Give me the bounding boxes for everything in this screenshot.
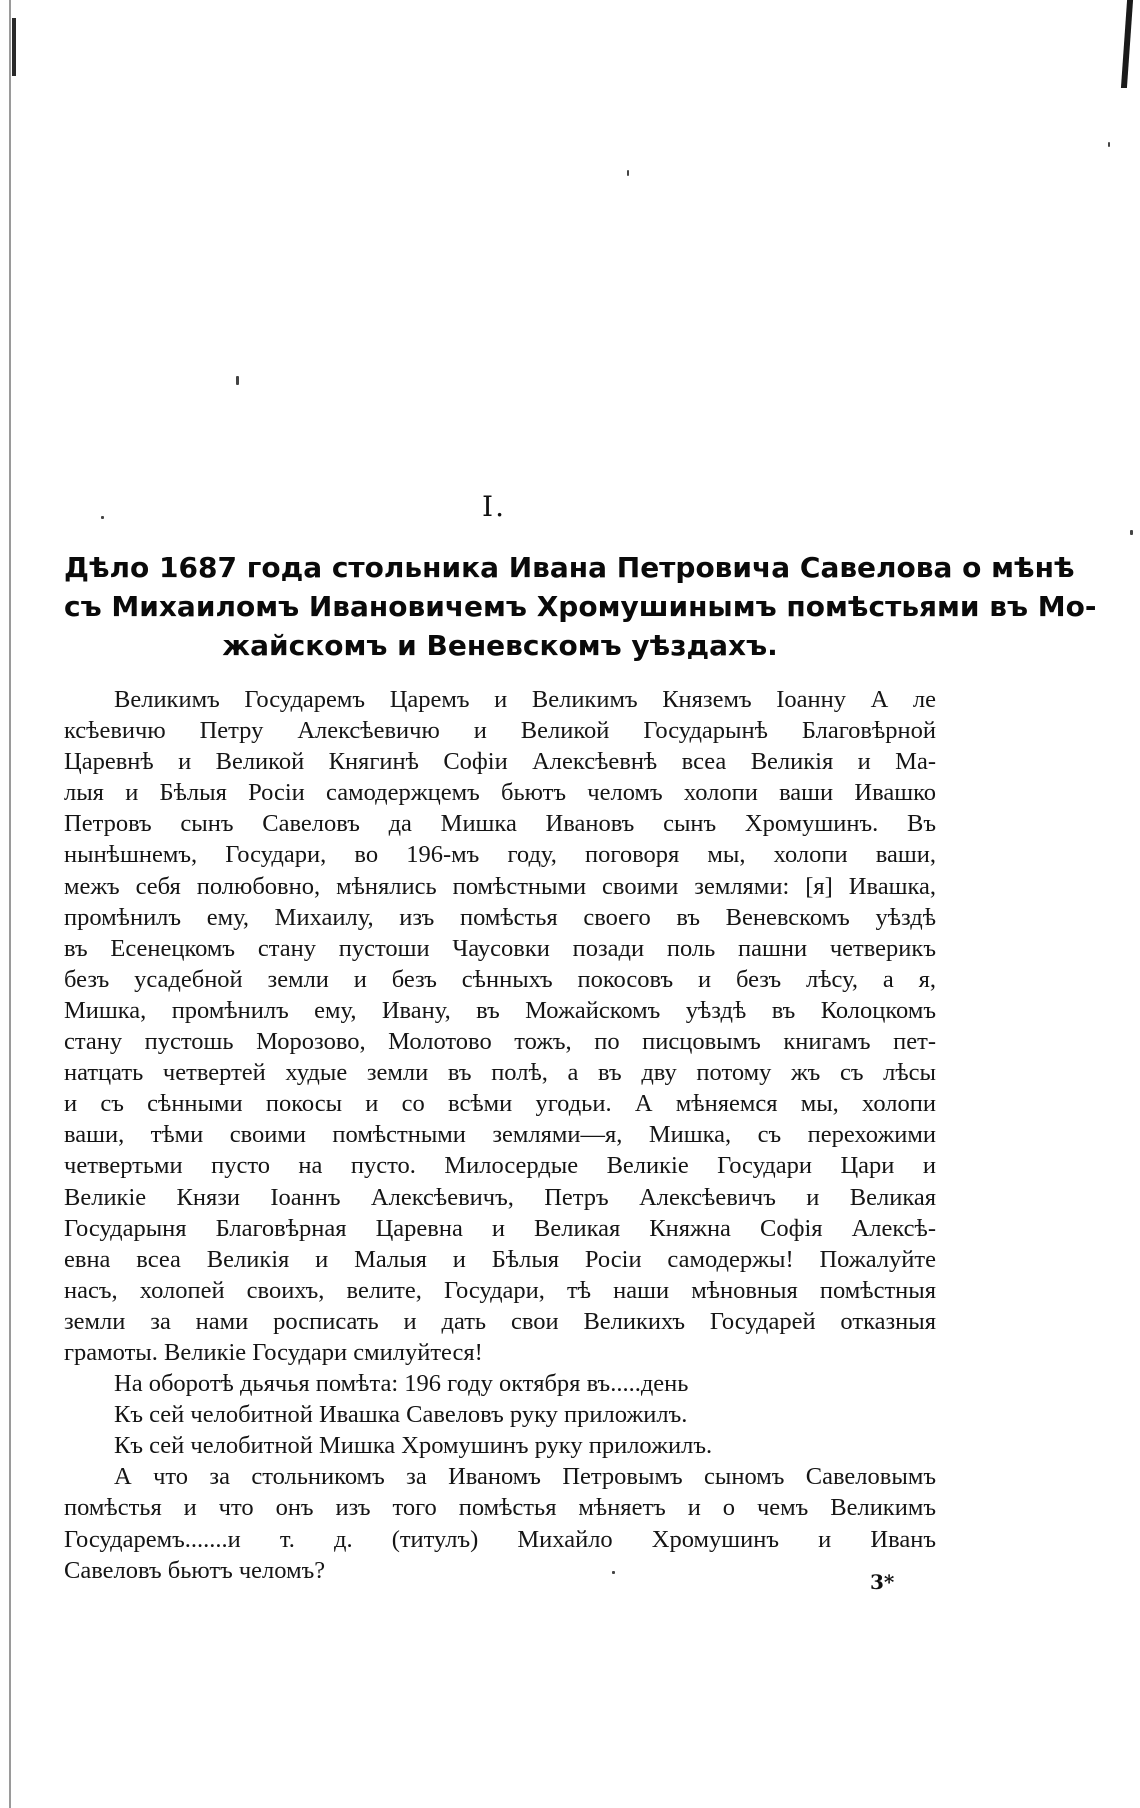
text-line: стану пустошь Морозово, Молотово тожъ, по писцовымъ книгамъ пет- — [64, 1028, 936, 1056]
text-line: безъ усадебной земли и безъ сѣнныхъ покосовъ и безъ лѣсу, а я, — [64, 965, 936, 993]
scan-corner-mark — [1121, 0, 1133, 88]
text-line: Петровъ сынъ Савеловъ да Мишка Ивановъ сынъ Хромушинъ. Въ — [64, 810, 936, 838]
heading-line: жайскомъ и Веневскомъ уѣздахъ. — [222, 629, 778, 662]
scan-speck — [1108, 142, 1110, 147]
text-line: натцать четвертей худые земли въ полѣ, а въ дву потому жъ съ лѣсы — [64, 1059, 936, 1087]
text-line: Къ сей челобитной Ивашка Савеловъ руку приложилъ. — [114, 1401, 688, 1429]
heading-line: Дѣло 1687 года стольника Ивана Петровича Савелова о мѣнѣ — [64, 551, 1075, 584]
text-line: А что за стольникомъ за Иваномъ Петровымъ сыномъ Савеловымъ — [114, 1463, 936, 1491]
scan-corner-mark — [12, 18, 16, 76]
text-line: Великимъ Государемъ Царемъ и Великимъ Княземъ Іоанну А ле — [114, 686, 936, 713]
text-line: ваши, тѣми своими помѣстными землями—я, Мишка, съ перехожими — [64, 1121, 936, 1149]
text-line: и съ сѣнными покосы и со всѣми угодьи. А мѣняемся мы, холопи — [64, 1090, 936, 1118]
text-line: межъ себя полюбовно, мѣнялись помѣстными своими землями: [я] Ивашка, — [64, 872, 936, 900]
text-line: лыя и Бѣлыя Росіи самодержцемъ бьютъ челомъ холопи ваши Ивашко — [64, 779, 936, 807]
text-line: Великіе Князи Іоаннъ Алексѣевичъ, Петръ Алексѣевичъ и Великая — [64, 1183, 936, 1211]
text-line: насъ, холопей своихъ, велите, Государи, тѣ наши мѣновныя помѣстныя — [64, 1276, 936, 1304]
text-line: нынѣшнемъ, Государи, во 196-мъ году, поговоря мы, холопи ваши, — [64, 841, 936, 869]
text-line: На оборотѣ дьячья помѣта: 196 году октября въ.....день — [114, 1370, 689, 1398]
text-line: Государемъ.......и т. д. (титулъ) Михайло Хромушинъ и Иванъ — [64, 1525, 936, 1553]
text-line: Савеловъ бьютъ челомъ? — [64, 1556, 326, 1584]
text-line: Къ сей челобитной Мишка Хромушинъ руку приложилъ. — [114, 1432, 713, 1460]
scan-speck — [1130, 530, 1133, 535]
document-heading — [64, 548, 1097, 665]
text-line: помѣстья и что онъ изъ того помѣстья мѣняетъ и о чемъ Великимъ — [64, 1494, 936, 1522]
text-line: грамоты. Великіе Государи смилуйтеся! — [64, 1338, 483, 1366]
text-line: въ Есенецкомъ стану пустоши Чаусовки позади поль пашни четверикъ — [64, 934, 936, 962]
scan-speck — [627, 170, 629, 176]
text-line: Мишка, промѣнилъ ему, Ивану, въ Можайскомъ уѣздѣ въ Колоцкомъ — [64, 996, 936, 1024]
text-line: четвертьми пусто на пусто. Милосердые Великіе Государи Цари и — [64, 1152, 936, 1180]
text-line: Царевнѣ и Великой Княгинѣ Софіи Алексѣевнѣ всеа Великія и Ма- — [64, 748, 936, 776]
text-line: земли за нами росписать и дать свои Великихъ Государей отказныя — [64, 1307, 936, 1335]
text-line: ксѣевичю Петру Алексѣевичю и Великой Государынѣ Благовѣрной — [64, 717, 936, 745]
scan-margin-line — [9, 0, 11, 1808]
petition-text — [64, 684, 936, 1586]
text-line: Государыня Благовѣрная Царевна и Великая Княжна Софія Алексѣ- — [64, 1214, 936, 1242]
text-line: промѣнилъ ему, Михаилу, изъ помѣстья своего въ Веневскомъ уѣздѣ — [64, 903, 936, 931]
page-signature: 3* — [870, 1570, 895, 1594]
scan-speck — [236, 376, 239, 385]
text-line: евна всеа Великія и Малыя и Бѣлыя Росіи самодержы! Пожалуйте — [64, 1245, 936, 1273]
section-number: I. — [482, 490, 506, 523]
heading-line: съ Михаиломъ Ивановичемъ Хромушинымъ помѣстьями въ Мо- — [64, 590, 1097, 623]
